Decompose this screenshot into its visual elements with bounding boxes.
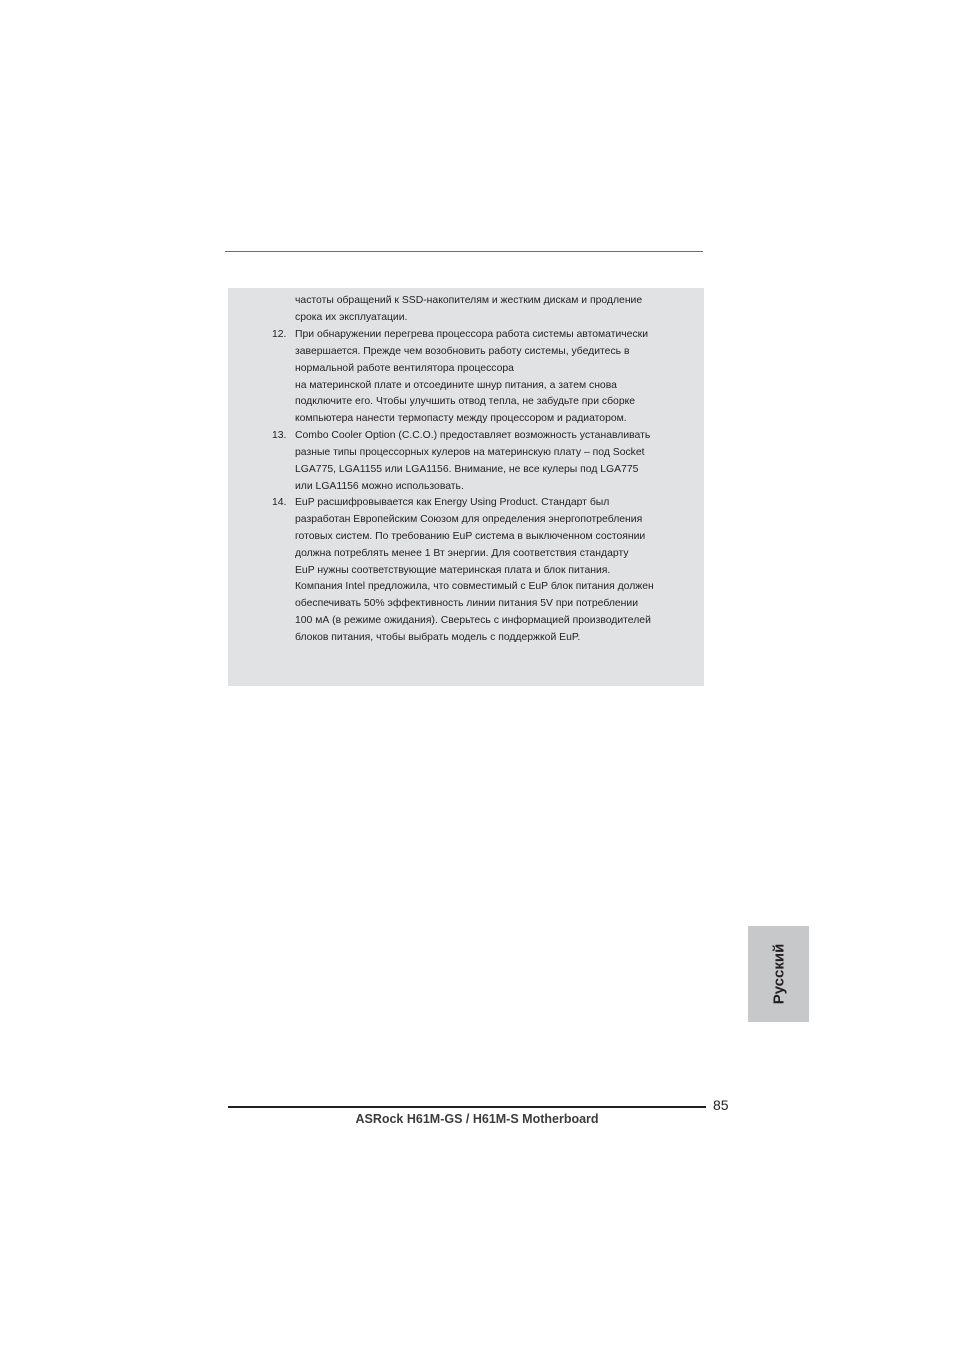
language-tab-label: Русский [770,943,787,1005]
item-14-line: должна потреблять менее 1 Вт энергии. Для соответствия стандарту [295,548,629,559]
item-12-line: компьютера нанести термопасту между процессором и радиатором. [295,413,627,424]
footer-title: ASRock H61M-GS / H61M-S Motherboard [355,1112,599,1126]
footer-divider [228,1106,706,1108]
item-14-line: 100 мА (в режиме ожидания). Сверьтесь с информацией производителей [295,615,651,626]
item-number-12: 12. [272,329,287,340]
item-13-line: или LGA1156 можно использовать. [295,481,464,492]
item-14-line: EuP нужны соответствующие материнская плата и блок питания. [295,565,611,576]
item-13-line: разные типы процессорных кулеров на материнскую плату – под Socket [295,447,645,458]
item-12-line: При обнаружении перегрева процессора работа системы автоматически [295,329,648,340]
item-12-line: нормальной работе вентилятора процессора [295,363,514,374]
intro-line: частоты обращений к SSD-накопителям и жестким дискам и продление [295,295,643,306]
intro-line: срока их эксплуатации. [295,312,408,323]
page-number: 85 [713,1097,729,1113]
item-13-line: LGA775, LGA1155 или LGA1156. Внимание, не все кулеры под LGA775 [295,464,639,475]
item-number-13: 13. [272,430,287,441]
item-12-line: подключите его. Чтобы улучшить отвод тепла, не забудьте при сборке [295,396,636,407]
item-14-line: блоков питания, чтобы выбрать модель с поддержкой EuP. [295,632,581,643]
top-divider [225,251,703,252]
language-tab [748,926,809,1022]
item-13-line: Combo Cooler Option (C.C.O.) предоставляет возможность устанавливать [295,430,651,441]
item-14-line: EuP расшифровывается как Energy Using Product. Стандарт был [295,497,610,508]
item-14-line: готовых систем. По требованию EuP система в выключенном состоянии [295,531,646,542]
item-12-line: на материнской плате и отсоедините шнур питания, а затем снова [295,380,617,391]
item-number-14: 14. [272,497,287,508]
item-14-line: Компания Intel предложила, что совместимый с EuP блок питания должен [295,581,654,592]
item-14-line: разработан Европейским Союзом для определения энергопотребления [295,514,643,525]
item-14-line: обеспечивать 50% эффективность линии питания 5V при потреблении [295,598,639,609]
item-12-line: завершается. Прежде чем возобновить работу системы, убедитесь в [295,346,630,357]
